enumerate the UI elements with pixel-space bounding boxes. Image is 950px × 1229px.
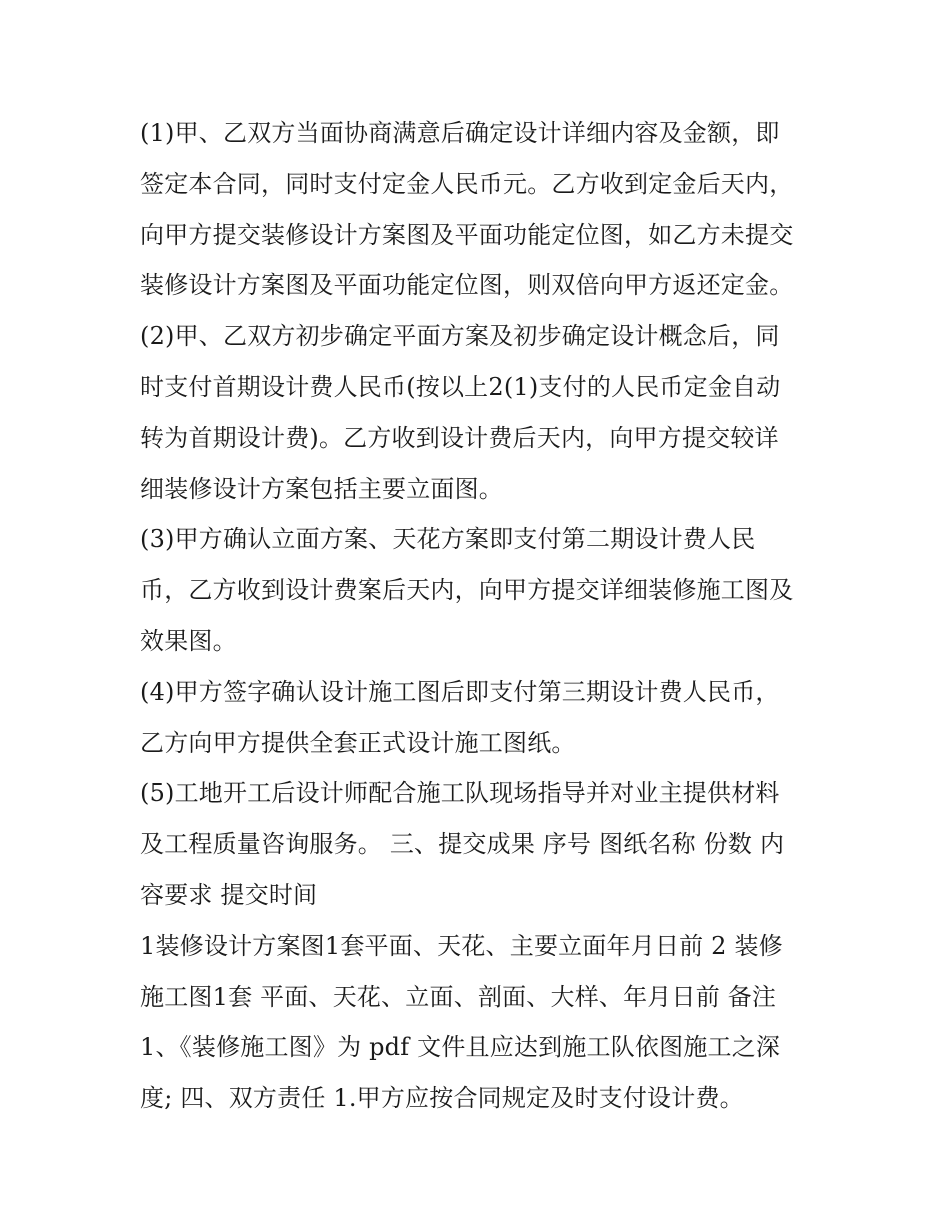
text-line: 度; 四、双方责任 1.甲方应按合同规定及时支付设计费。 [140, 1084, 744, 1113]
text-line: 向甲方提交装修设计方案图及平面功能定位图，如乙方未提交 [140, 220, 794, 249]
text-line: 1、《装修施工图》为 pdf 文件且应达到施工队依图施工之深 [140, 1033, 781, 1062]
text-line: 细装修设计方案包括主要立面图。 [140, 474, 503, 503]
text-line: 乙方向甲方提供全套正式设计施工图纸。 [140, 728, 576, 757]
text-line: (1)甲、乙双方当面协商满意后确定设计详细内容及金额，即 [140, 119, 780, 147]
text-line: 效果图。 [140, 626, 237, 655]
text-line: 1装修设计方案图1套平面、天花、主要立面年月日前 2 装修 [140, 931, 783, 960]
text-line: 转为首期设计费)。乙方收到设计费后天内，向甲方提交较详 [140, 423, 779, 452]
text-line: 及工程质量咨询服务。 三、提交成果 序号 图纸名称 份数 内 [140, 830, 785, 859]
text-line: 签定本合同，同时支付定金人民币元。乙方收到定金后天内， [140, 169, 794, 198]
text-line: (4)甲方签字确认设计施工图后即支付第三期设计费人民币， [140, 677, 780, 706]
text-line: 时支付首期设计费人民币(按以上2(1)支付的人民币定金自动 [140, 372, 781, 401]
text-line: 施工图1套 平面、天花、立面、剖面、大样、年月日前 备注 [140, 982, 777, 1011]
text-line: 币，乙方收到设计费案后天内，向甲方提交详细装修施工图及 [140, 576, 794, 605]
text-line: (5)工地开工后设计师配合施工队现场指导并对业主提供材料 [140, 779, 780, 808]
text-line: (2)甲、乙双方初步确定平面方案及初步确定设计概念后，同 [140, 322, 780, 351]
text-line: 容要求 提交时间 [140, 880, 318, 909]
contract-body-text [140, 108, 820, 1124]
text-line: 装修设计方案图及平面功能定位图，则双倍向甲方返还定金。 [140, 271, 794, 300]
text-line: (3)甲方确认立面方案、天花方案即支付第二期设计费人民 [140, 525, 756, 554]
